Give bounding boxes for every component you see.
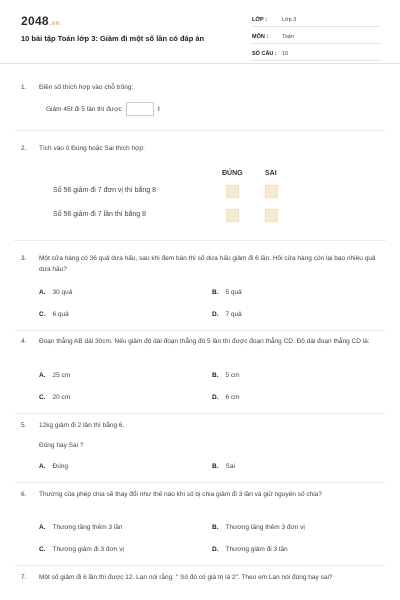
- fill-blank-line: [46, 102, 160, 116]
- question-number: 2.: [21, 145, 27, 152]
- option-letter: D.: [212, 394, 219, 401]
- divider: [14, 330, 386, 331]
- site-logo[interactable]: [21, 14, 59, 28]
- question-number: 3.: [21, 255, 27, 262]
- answer-input[interactable]: [126, 102, 154, 116]
- column-header-false: SAI: [265, 170, 277, 177]
- question-text: Một số giảm đi 6 lần thì được 12. Lan nói rằng: " Số đó có giá trị là 2". Theo em Lan nói đúng hay sai?: [39, 574, 333, 581]
- divider: [14, 413, 386, 414]
- true-checkbox[interactable]: [226, 209, 239, 222]
- option-letter: B.: [212, 372, 219, 379]
- question-number: 1.: [21, 84, 27, 91]
- meta-value: 10: [282, 50, 289, 57]
- option-letter: B.: [212, 524, 219, 531]
- option-b[interactable]: [212, 289, 242, 296]
- question-text: Thương của phép chia sẽ thay đổi như thế nào khi số bị chia giảm đi 3 lần và giữ nguyên số chia?: [39, 491, 322, 498]
- question-text: 12kg giảm đi 2 lần thì bằng 6.: [39, 422, 125, 429]
- logo-suffix: .vn: [49, 21, 60, 27]
- option-text: Thương tăng thêm 3 đơn vị: [225, 524, 305, 531]
- question-number: 7.: [21, 574, 27, 581]
- option-c[interactable]: [39, 311, 69, 318]
- question-text: Điền số thích hợp vào chỗ trống:: [39, 84, 134, 91]
- option-text: 5 cm: [225, 372, 240, 379]
- divider: [14, 565, 386, 566]
- option-letter: A.: [39, 289, 46, 296]
- option-letter: D.: [212, 311, 219, 318]
- option-d[interactable]: [212, 546, 288, 553]
- meta-label: MÔN :: [252, 33, 269, 40]
- divider: [14, 130, 386, 131]
- option-text: Thương giảm đi 3 đơn vị: [52, 546, 124, 553]
- option-letter: C.: [39, 311, 46, 318]
- question-number: 4.: [21, 338, 27, 345]
- meta-table: [252, 13, 380, 64]
- option-d[interactable]: [212, 394, 240, 401]
- true-false-statement: Số 56 giảm đi 7 lần thì bằng 8: [53, 211, 147, 218]
- option-text: 6 quả: [52, 311, 69, 318]
- option-letter: B.: [212, 289, 219, 296]
- option-c[interactable]: [39, 546, 124, 553]
- question-text: Một cửa hàng có 36 quả dưa hấu, sau khi đem bán thì số dưa hấu giảm đi 6 lần. Hỏi cửa hàng còn lại bao nhiêu quả dưa hấu?: [39, 255, 376, 273]
- option-letter: C.: [39, 394, 46, 401]
- fill-blank-unit: ℓ: [157, 105, 160, 113]
- false-checkbox[interactable]: [265, 209, 278, 222]
- meta-row-count: [252, 47, 380, 61]
- option-text: 30 quả: [52, 289, 73, 296]
- fill-blank-prefix: Giảm 45ℓ đi 5 lần thì được: [46, 105, 122, 113]
- option-text: 6 cm: [225, 394, 240, 401]
- false-checkbox[interactable]: [265, 185, 278, 198]
- option-letter: A.: [39, 372, 46, 379]
- meta-label: SỐ CÂU :: [252, 50, 277, 57]
- option-letter: B.: [212, 463, 219, 470]
- option-a[interactable]: [39, 289, 72, 296]
- meta-row-grade: [252, 13, 380, 27]
- option-text: Đúng: [52, 463, 69, 470]
- question-number: 5.: [21, 422, 27, 429]
- option-d[interactable]: [212, 311, 242, 318]
- option-b[interactable]: [212, 372, 240, 379]
- option-a[interactable]: [39, 463, 68, 470]
- question-number: 6.: [21, 491, 27, 498]
- logo-text: 2048: [21, 14, 49, 28]
- document-title: 10 bài tập Toán lớp 3: Giảm đi một số lần có đáp án: [21, 34, 205, 43]
- meta-value: Lớp 3: [282, 16, 297, 23]
- true-false-statement: Số 56 giảm đi 7 đơn vị thì bằng 8: [53, 187, 157, 194]
- column-header-true: ĐÚNG: [222, 170, 243, 177]
- meta-value: Toán: [282, 33, 294, 40]
- option-b[interactable]: [212, 463, 235, 470]
- option-a[interactable]: [39, 524, 123, 531]
- option-text: Thương tăng thêm 3 lần: [52, 524, 123, 531]
- option-text: 7 quả: [225, 311, 242, 318]
- option-text: 20 cm: [52, 394, 71, 401]
- option-letter: C.: [39, 546, 46, 553]
- option-text: Thương giảm đi 3 lần: [225, 546, 288, 553]
- question-text: Tích vào ô Đúng hoặc Sai thích hợp:: [39, 145, 145, 152]
- option-letter: A.: [39, 524, 46, 531]
- option-b[interactable]: [212, 524, 305, 531]
- option-a[interactable]: [39, 372, 70, 379]
- divider: [14, 482, 386, 483]
- true-checkbox[interactable]: [226, 185, 239, 198]
- option-text: Sai: [225, 463, 235, 470]
- meta-label: LỚP :: [252, 16, 267, 23]
- page-header: [0, 0, 400, 64]
- option-c[interactable]: [39, 394, 70, 401]
- meta-row-subject: [252, 30, 380, 44]
- question-subtext: Đúng hay Sai ?: [39, 442, 84, 449]
- option-letter: D.: [212, 546, 219, 553]
- option-text: 5 quả: [225, 289, 242, 296]
- option-text: 25 cm: [52, 372, 71, 379]
- option-letter: A.: [39, 463, 46, 470]
- divider: [14, 240, 386, 241]
- question-text: Đoạn thẳng AB dài 30cm. Nếu giảm độ dài đoạn thẳng đó 5 lần thì được đoạn thẳng CD. Độ dài đoạn thẳng CD là:: [39, 338, 370, 345]
